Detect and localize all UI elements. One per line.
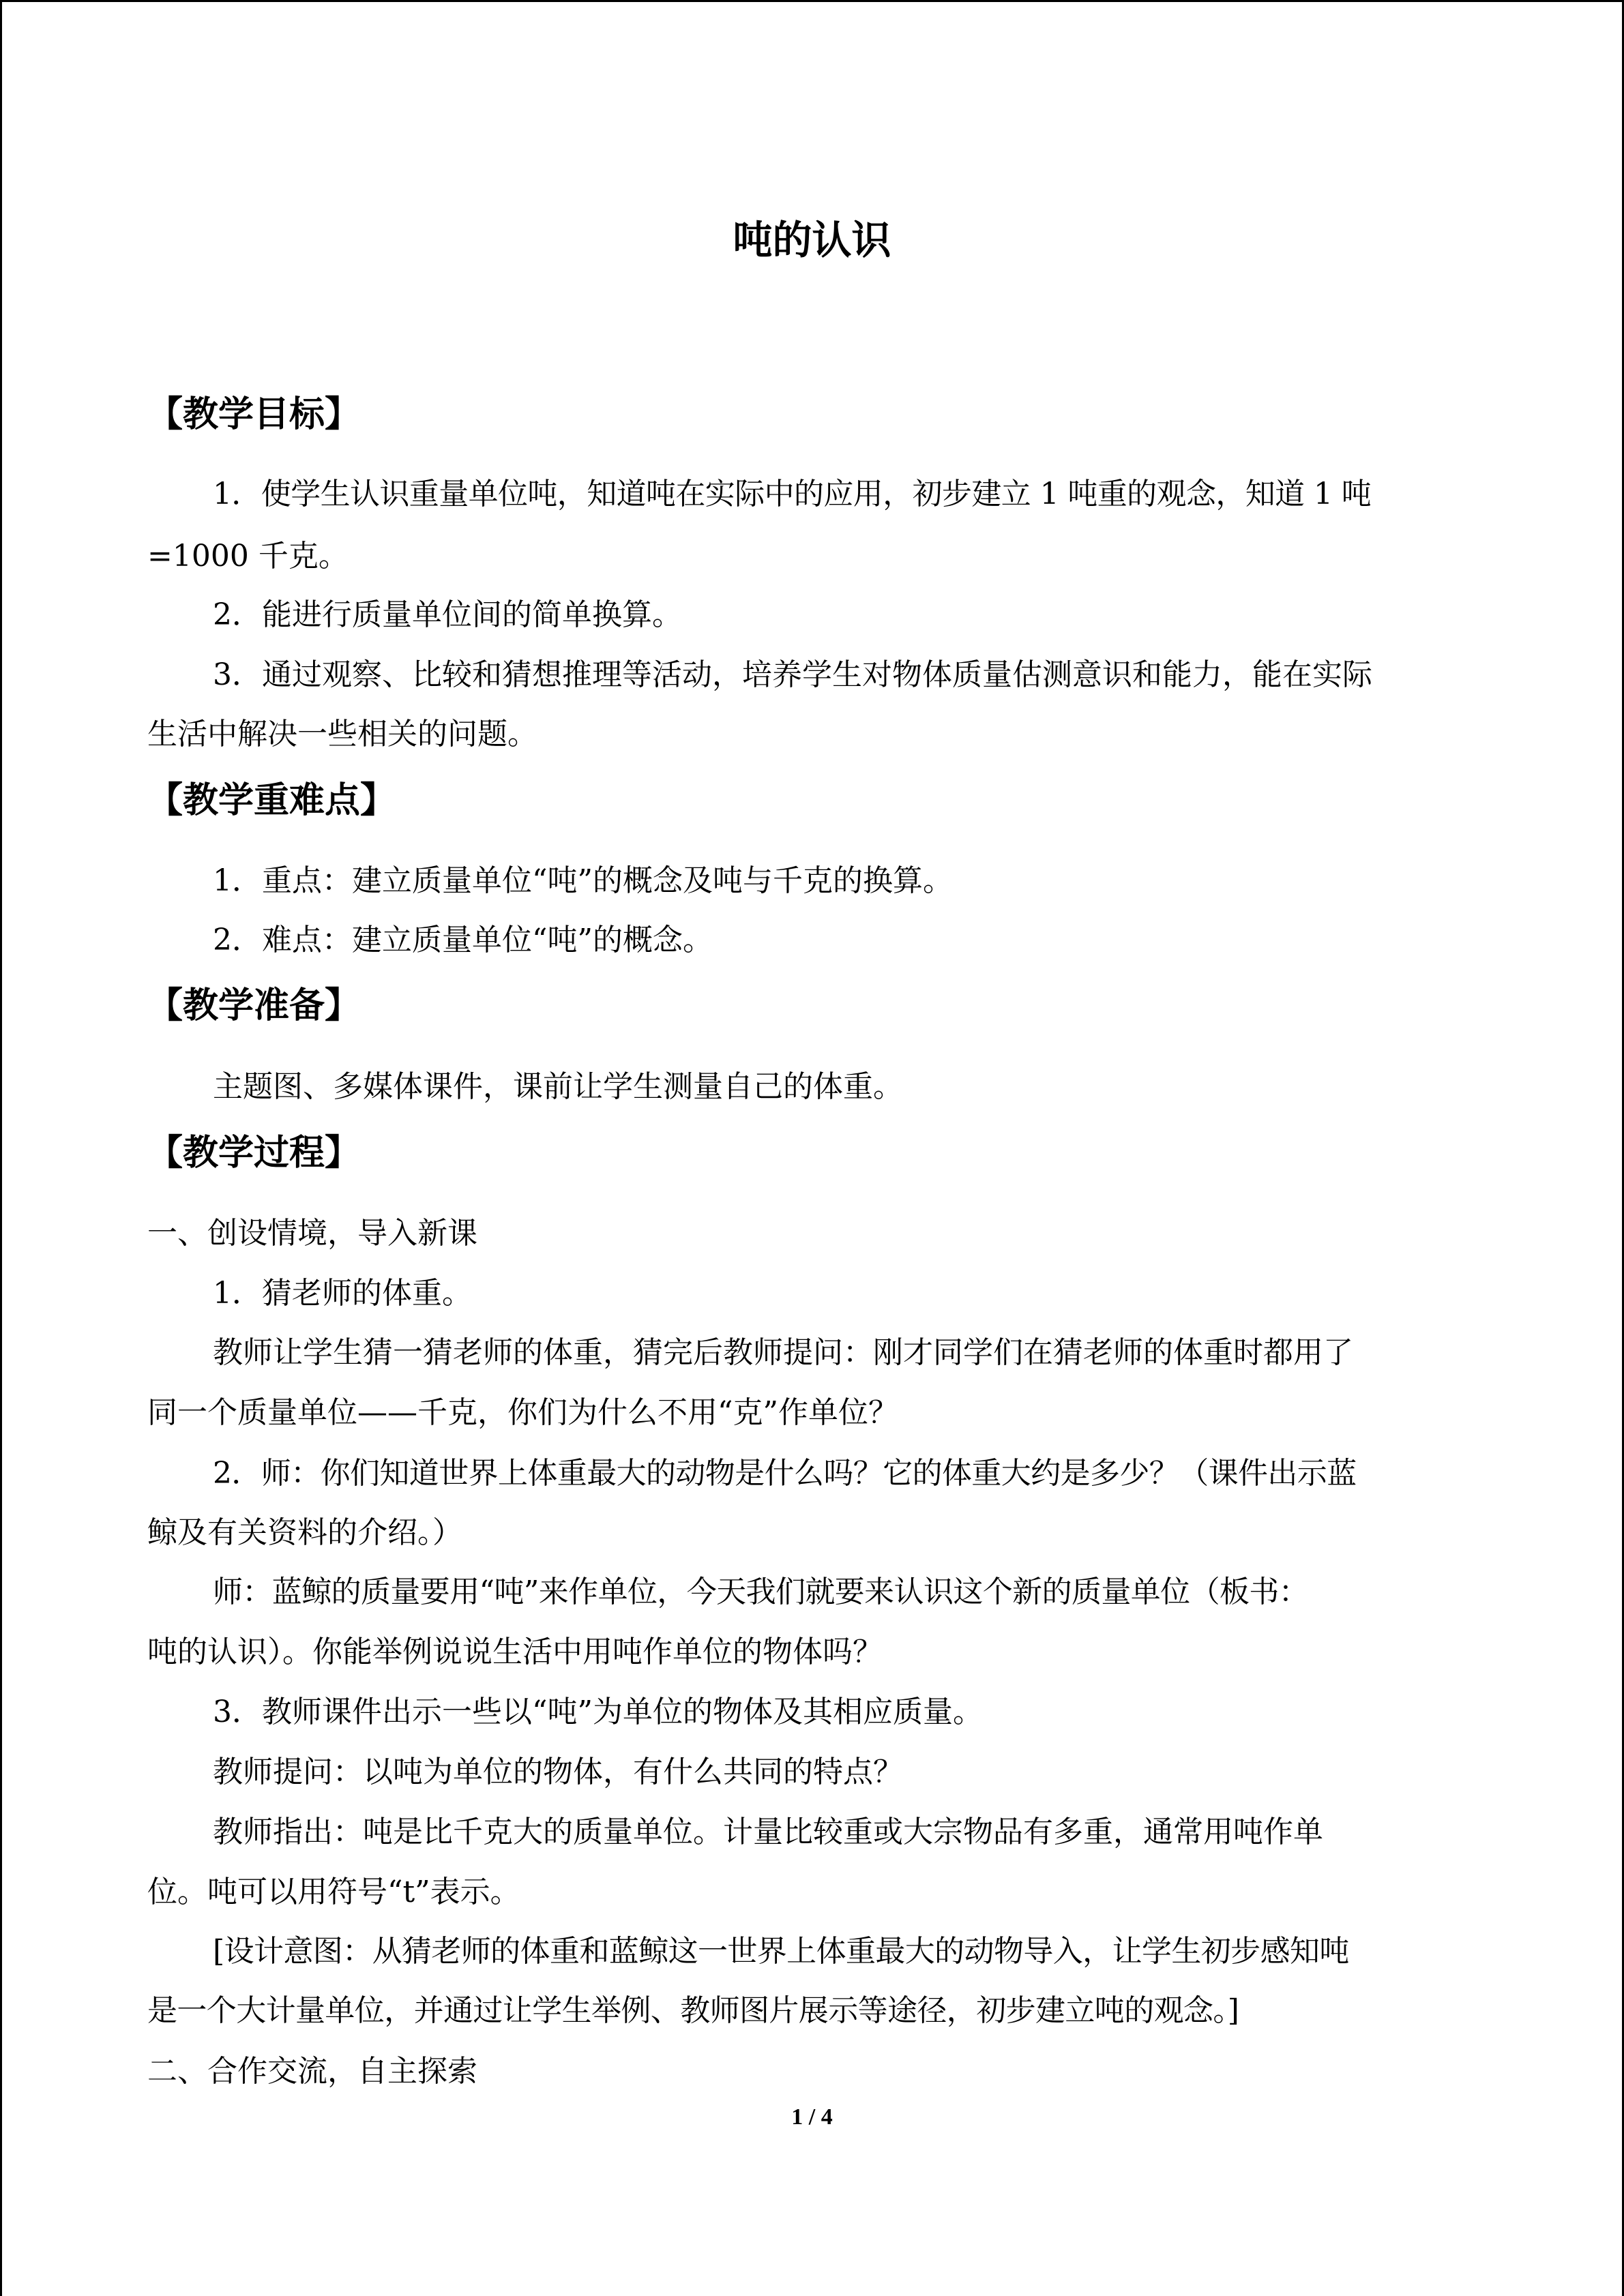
section-heading-objectives: 【教学目标】 — [147, 394, 361, 435]
process-line-7: 师：蓝鲸的质量要用“吨”来作单位，今天我们就要来认识这个新的质量单位（板书： — [213, 1575, 1309, 1609]
preparation-line-1: 主题图、多媒体课件，课前让学生测量自己的体重。 — [213, 1069, 903, 1104]
process-line-8: 吨的认识）。你能举例说说生活中用吨作单位的物体吗？ — [147, 1635, 883, 1669]
process-line-3: 教师让学生猜一猜老师的体重，猜完后教师提问：刚才同学们在猜老师的体重时都用了 — [213, 1335, 1353, 1370]
process-line-12: 位。吨可以用符号“t”表示。 — [147, 1875, 520, 1909]
page-number: 1 / 4 — [791, 2104, 833, 2130]
process-line-6: 鲸及有关资料的介绍。） — [147, 1515, 462, 1550]
key-point-line-2: 2．难点：建立质量单位“吨”的概念。 — [213, 923, 713, 957]
objective-line-5: 生活中解决一些相关的问题。 — [147, 717, 537, 751]
process-line-14: 是一个大计量单位，并通过让学生举例、教师图片展示等途径，初步建立吨的观念。] — [147, 1993, 1239, 2028]
objective-line-2: =1000 千克。 — [147, 539, 349, 573]
process-line-5: 2．师：你们知道世界上体重最大的动物是什么吗？它的体重大约是多少？（课件出示蓝 — [213, 1456, 1357, 1491]
process-line-15: 二、合作交流，自主探索 — [147, 2054, 477, 2089]
key-point-line-1: 1．重点：建立质量单位“吨”的概念及吨与千克的换算。 — [213, 863, 953, 898]
objective-line-4: 3．通过观察、比较和猜想推理等活动，培养学生对物体质量估测意识和能力，能在实际 — [213, 657, 1372, 692]
process-line-1: 一、创设情境，导入新课 — [147, 1216, 477, 1251]
section-heading-key-points: 【教学重难点】 — [147, 780, 396, 821]
section-heading-preparation: 【教学准备】 — [147, 985, 361, 1026]
section-heading-process: 【教学过程】 — [147, 1133, 361, 1174]
process-line-2: 1．猜老师的体重。 — [213, 1276, 472, 1311]
process-line-13: [设计意图：从猜老师的体重和蓝鲸这一世界上体重最大的动物导入，让学生初步感知吨 — [213, 1934, 1349, 1969]
process-line-4: 同一个质量单位——千克，你们为什么不用“克”作单位？ — [147, 1395, 898, 1430]
process-line-11: 教师指出：吨是比千克大的质量单位。计量比较重或大宗物品有多重，通常用吨作单 — [213, 1815, 1323, 1849]
objective-line-1: 1．使学生认识重量单位吨，知道吨在实际中的应用，初步建立 1 吨重的观念，知道 1 吨 — [213, 477, 1372, 511]
document-title: 吨的认识 — [733, 217, 891, 263]
process-line-9: 3．教师课件出示一些以“吨”为单位的物体及其相应质量。 — [213, 1695, 983, 1729]
objective-line-3: 2．能进行质量单位间的简单换算。 — [213, 597, 682, 632]
process-line-10: 教师提问：以吨为单位的物体，有什么共同的特点？ — [213, 1755, 903, 1789]
